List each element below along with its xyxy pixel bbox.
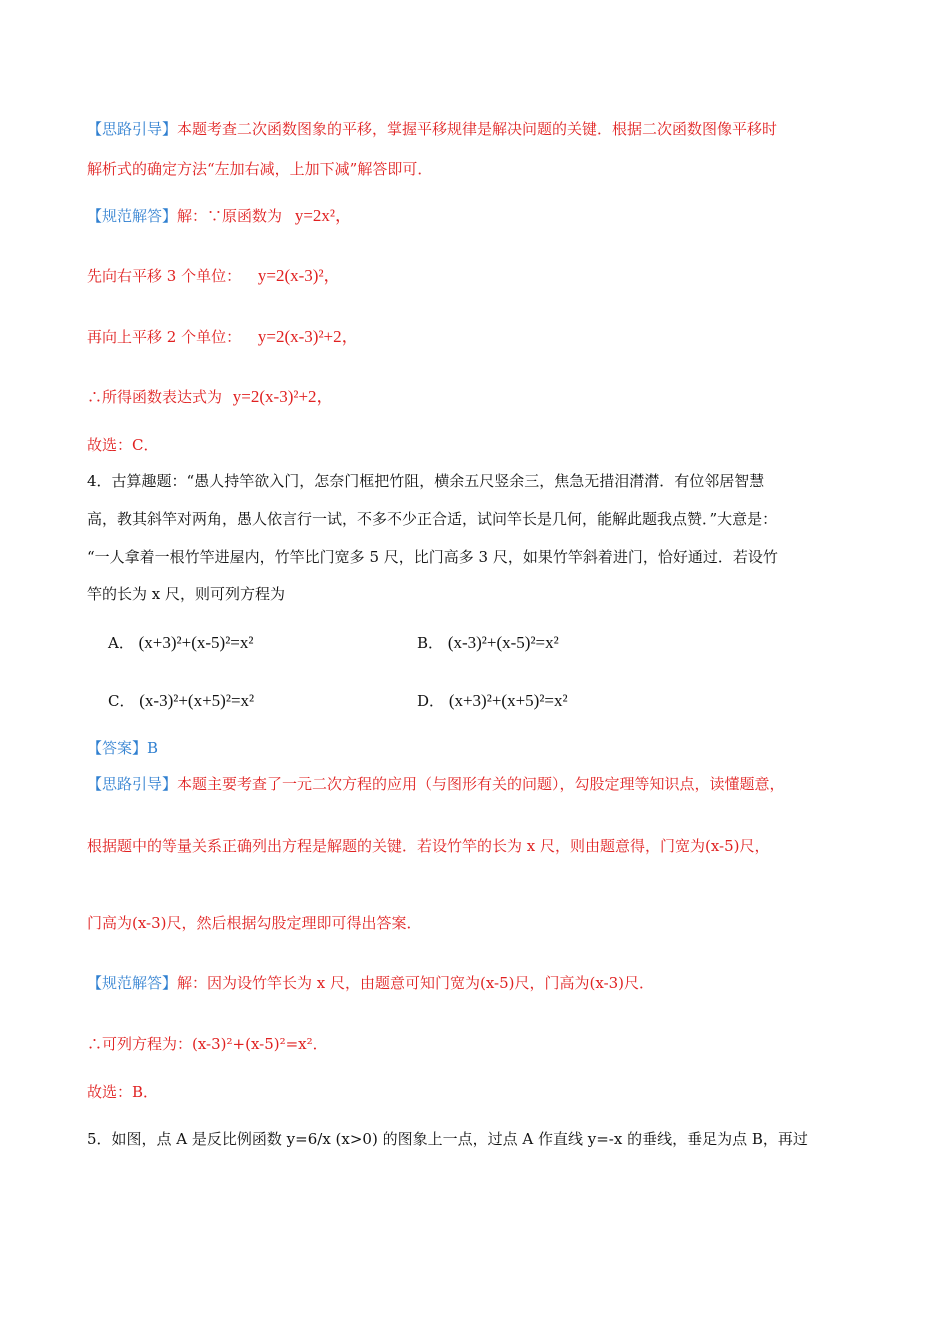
option-a-equation: (x+3)²+(x-5)²=x² <box>138 633 254 652</box>
conclusion-text: ∴所得函数表达式为 <box>87 388 223 406</box>
option-c-equation: (x-3)²+(x+5)²=x² <box>139 691 255 710</box>
q4-stem-4: 竿的长为 x 尺，则可列方程为 <box>87 585 285 603</box>
answer-line <box>87 737 158 759</box>
q4-stem-2: 高，教其斜竿对两角，愚人依言行一试，不多不少正合适，试问竿长是几何，能解此题我点赞．”大意是： <box>87 510 778 528</box>
q4-solution-1 <box>87 972 654 994</box>
option-a-label: A． <box>108 634 134 652</box>
answer-tag: 【答案】 <box>87 739 148 757</box>
option-b[interactable] <box>417 632 559 654</box>
q4-guide-text-3: 门高为(x-3)尺，然后根据勾股定理即可得出答案． <box>87 914 422 932</box>
q4-solution-tag: 【规范解答】 <box>87 974 178 992</box>
solution-intro <box>87 205 352 227</box>
q4-solution-text-2: ∴可列方程为：(x-3)²+(x-5)²=x²． <box>87 1035 328 1053</box>
equation-step-2: y=2(x-3)²+2， <box>257 327 359 346</box>
q4-guide-text-1: 本题主要考查了一元二次方程的应用（与图形有关的问题），勾股定理等知识点，读懂题意， <box>177 775 785 793</box>
equation-step-1: y=2(x-3)²， <box>257 266 341 285</box>
solution-intro-text: 解：∵原函数为 <box>177 207 283 225</box>
choice-c: 故选：C． <box>87 436 159 454</box>
option-c[interactable] <box>108 690 254 712</box>
option-b-equation: (x-3)²+(x-5)²=x² <box>447 633 559 652</box>
q4-solution-text-1: 解：因为设竹竿长为 x 尺，由题意可知门宽为(x-5)尺，门高为(x-3)尺． <box>177 974 655 992</box>
solution-step-1 <box>87 265 341 287</box>
guide-paragraph-1 <box>87 118 777 140</box>
equation-original: y=2x²， <box>294 206 352 225</box>
step-2-text: 再向上平移 2 个单位： <box>87 328 242 346</box>
step-1-text: 先向右平移 3 个单位： <box>87 267 242 285</box>
option-d-equation: (x+3)²+(x+5)²=x² <box>448 691 568 710</box>
solution-step-2 <box>87 326 359 348</box>
guide-text-1: 本题考查二次函数图象的平移，掌握平移规律是解决问题的关键．根据二次函数图像平移时 <box>177 120 778 138</box>
q4-stem-3: “一人拿着一根竹竿进屋内，竹竿比门宽多 5 尺，比门高多 3 尺，如果竹竿斜着进门，恰好通过．若设竹 <box>87 548 778 566</box>
equation-final: y=2(x-3)²+2， <box>232 387 334 406</box>
answer-value: B <box>147 739 159 757</box>
option-b-label: B． <box>417 634 444 652</box>
solution-conclusion <box>87 386 334 408</box>
q5-stem-1: 5．如图，点 A 是反比例函数 y=6/x (x>0) 的图象上一点，过点 A 作直线 y=-x 的垂线，垂足为点 B，再过 <box>87 1130 808 1148</box>
option-c-label: C． <box>108 692 135 710</box>
option-d-label: D． <box>417 692 445 710</box>
q4-stem-1: 4．古算趣题：“愚人持竿欲入门，怎奈门框把竹阻，横余五尺竖余三，焦急无措泪潸潸．有位邻居智慧 <box>87 472 765 490</box>
q4-guide-tag: 【思路引导】 <box>87 775 178 793</box>
guide-tag: 【思路引导】 <box>87 120 178 138</box>
solution-tag: 【规范解答】 <box>87 207 178 225</box>
option-d[interactable] <box>417 690 568 712</box>
q4-guide-text-2: 根据题中的等量关系正确列出方程是解题的关键．若设竹竿的长为 x 尺，则由题意得，门宽为(x-5)尺， <box>87 837 770 855</box>
q4-guide-1 <box>87 773 785 795</box>
guide-text-2: 解析式的确定方法“左加右减，上加下减”解答即可． <box>87 160 433 178</box>
option-a[interactable] <box>108 632 253 654</box>
q4-choice: 故选：B． <box>87 1083 159 1101</box>
